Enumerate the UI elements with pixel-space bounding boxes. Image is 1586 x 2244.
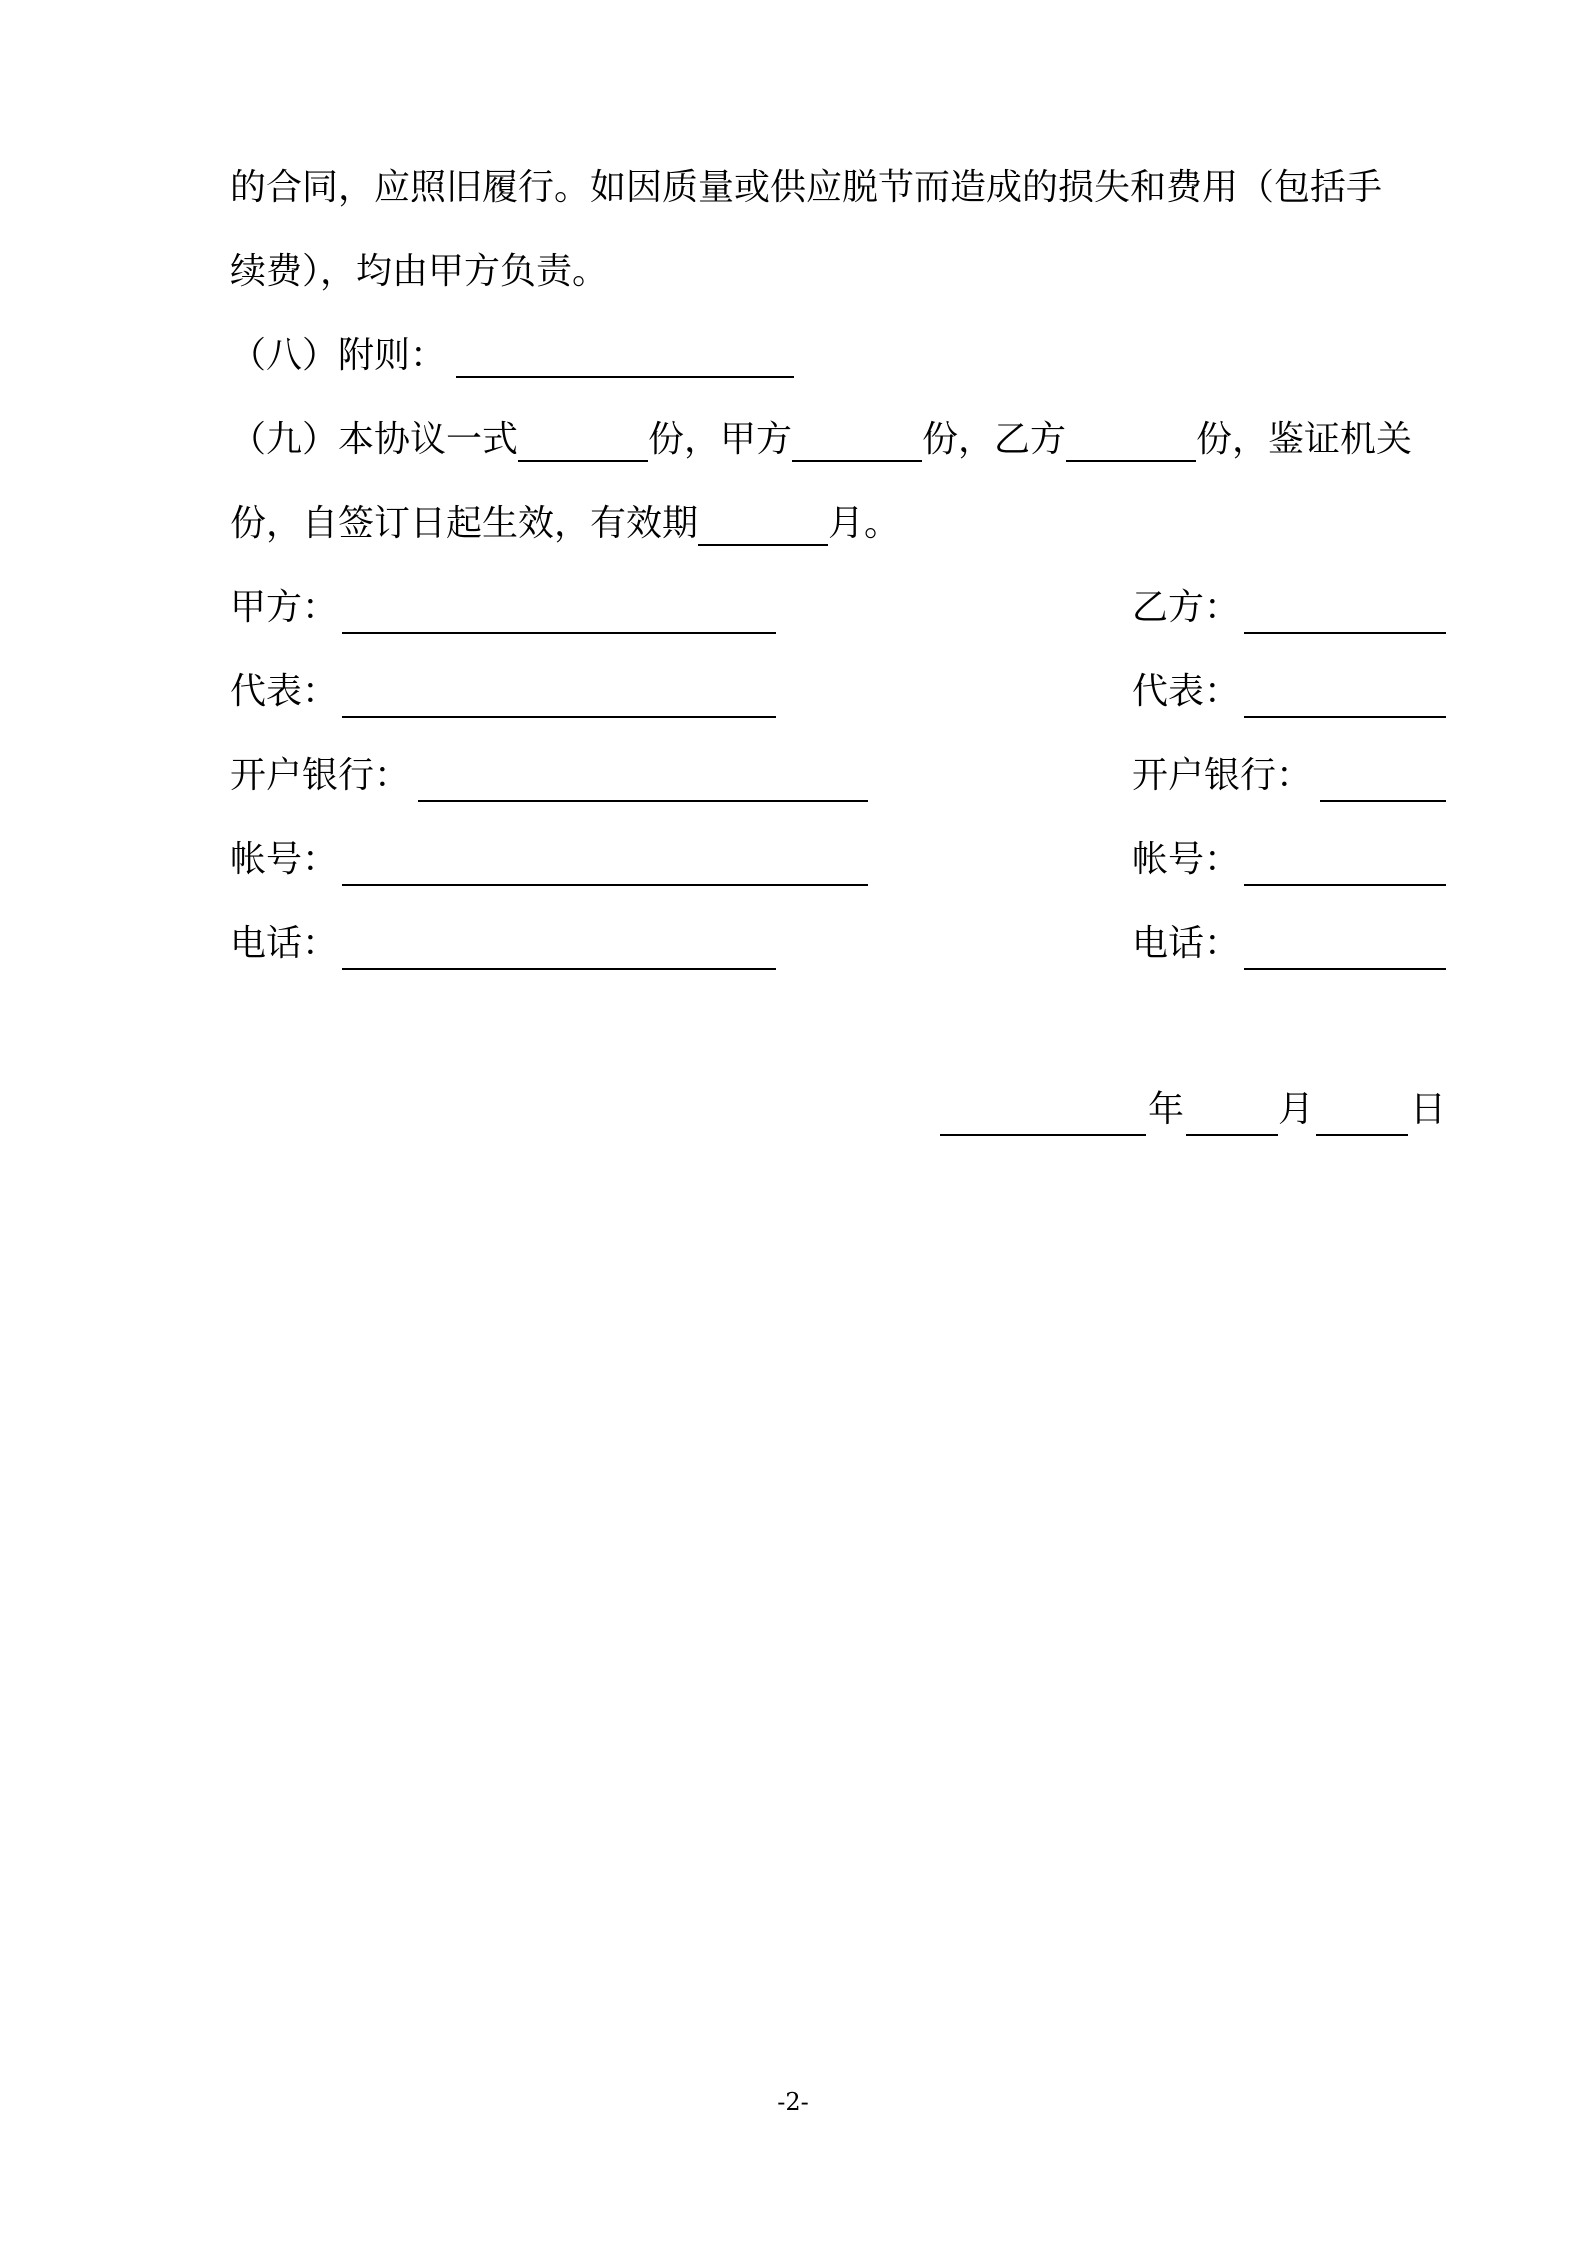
party-a-phone-line[interactable] [342, 968, 776, 970]
clause-9-text-e: 份，自签订日起生效，有效期 [230, 503, 699, 544]
copies-party-b-blank[interactable] [1066, 420, 1196, 462]
clause-9-text-f: 月。 [828, 503, 901, 544]
date-day-label: 日 [1410, 1089, 1447, 1130]
paragraph-line-1: 的合同，应照旧履行。如因质量或供应脱节而造成的损失和费用（包括手 [230, 167, 1383, 208]
party-b-phone-line[interactable] [1244, 968, 1446, 970]
clause-9-text-c: 份，乙方 [922, 419, 1067, 460]
clause-9-text-d: 份，鉴证机关 [1196, 419, 1413, 460]
party-a-account-label: 帐号： [230, 839, 339, 880]
party-b-name-label: 乙方： [1132, 587, 1241, 628]
clause-9-line-1 [230, 418, 1412, 462]
validity-months-blank[interactable] [698, 504, 828, 546]
party-a-bank-line[interactable] [418, 800, 868, 802]
clause-9-text-a: （九）本协议一式 [230, 419, 519, 460]
clause-8-label: （八）附则： [230, 335, 447, 376]
party-b-name-line[interactable] [1244, 632, 1446, 634]
party-b-rep-label: 代表： [1132, 671, 1241, 712]
party-a-phone-label: 电话： [230, 923, 339, 964]
clause-8 [230, 334, 794, 378]
party-a-name-line[interactable] [342, 632, 776, 634]
page-number: -2- [777, 2088, 809, 2116]
date-month-line[interactable] [1186, 1134, 1278, 1136]
copies-total-blank[interactable] [518, 420, 648, 462]
party-a-name-label: 甲方： [230, 587, 339, 628]
copies-party-a-blank[interactable] [792, 420, 922, 462]
party-b-bank-line[interactable] [1320, 800, 1446, 802]
party-a-account-line[interactable] [342, 884, 868, 886]
party-b-bank-label: 开户银行： [1132, 755, 1313, 796]
party-a-bank-label: 开户银行： [230, 755, 411, 796]
party-b-account-line[interactable] [1244, 884, 1446, 886]
clause-9-text-b: 份，甲方 [648, 419, 793, 460]
party-a-rep-label: 代表： [230, 671, 339, 712]
date-month-label: 月 [1278, 1089, 1315, 1130]
party-b-phone-label: 电话： [1132, 923, 1241, 964]
date-day-line[interactable] [1316, 1134, 1408, 1136]
appendix-blank[interactable] [456, 336, 794, 378]
paragraph-line-2: 续费），均由甲方负责。 [230, 251, 609, 292]
party-b-rep-line[interactable] [1244, 716, 1446, 718]
date-year-line[interactable] [940, 1134, 1146, 1136]
date-year-label: 年 [1148, 1089, 1185, 1130]
party-a-rep-line[interactable] [342, 716, 776, 718]
party-b-account-label: 帐号： [1132, 839, 1241, 880]
clause-9-line-2 [230, 502, 900, 546]
